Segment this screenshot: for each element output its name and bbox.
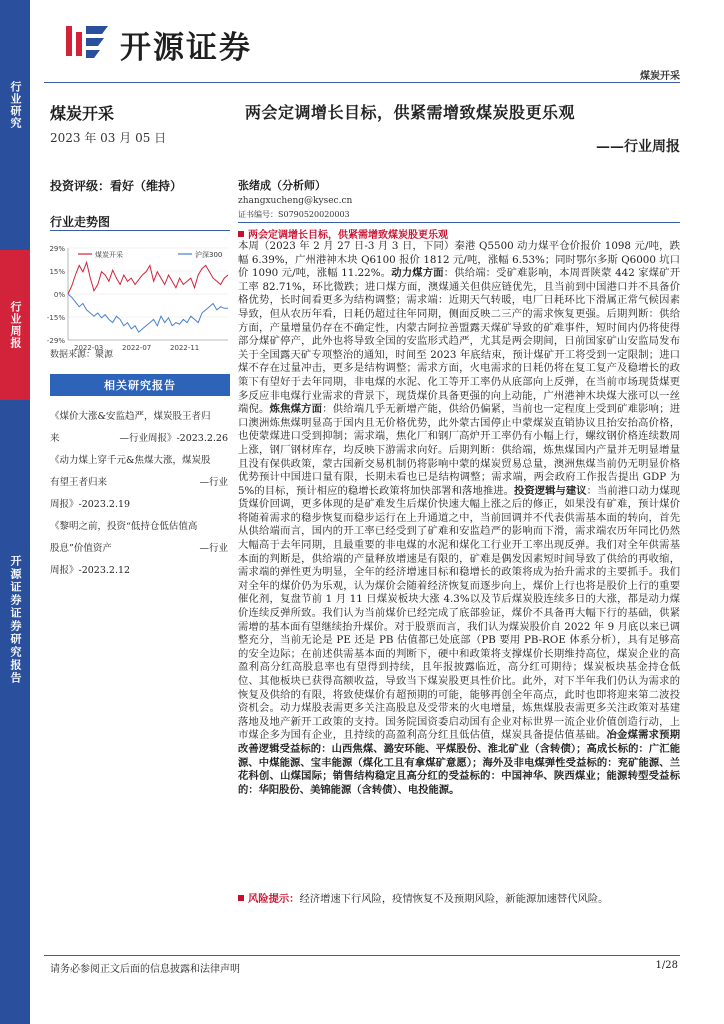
chart-xtick-label: 2022-07 bbox=[122, 344, 152, 352]
body-para-coking: ：供给端几乎无新增产能，供给仍偏紧，当前也一定程度上受到矿难影响；进口澳洲炼焦煤明显高于国内且无价格优势，此外蒙古国停止中蒙煤炭直销协议且抬安抬高价格，也使蒙煤进口受到抑制；需求端，焦化厂和钢厂高炉开工率仍有小幅上行，螺纹钢价格连续数周上涨，钢厂钢材库存，均反映下游需求向好。后期判断：供给端，炼焦煤国内产量并无明显增量且没有保供政策，蒙古国新交易机制仍将影响中蒙的煤炭贸易总量，澳洲焦煤当前仍无明显价格优势预计中国进口量有限，长期未看也已是结构调整；需求端，两会政府工作报告提出 GDP 为 5%的目标，预计相应的稳增长政策将加快部署和落地推进。 bbox=[238, 403, 681, 497]
report-date-line: 周报》-2023.2.19 bbox=[50, 499, 131, 510]
related-reports-list bbox=[50, 406, 228, 582]
report-tail: —行业 bbox=[199, 477, 228, 488]
chart-series-line bbox=[68, 262, 228, 294]
report-title-line: 《动力煤上穿千元&焦煤大涨，煤炭股 bbox=[50, 455, 211, 466]
chart-legend-label: 沪深300 bbox=[195, 251, 223, 259]
report-title-line: 股息”价值资产 bbox=[50, 543, 112, 554]
related-report-item[interactable] bbox=[50, 406, 228, 450]
bullet-square-icon bbox=[238, 895, 244, 901]
section-heading-text: 两会定调增长目标，供紧需增致煤炭股更乐观 bbox=[248, 230, 448, 241]
page-number: 1/28 bbox=[655, 960, 678, 971]
chart-legend-label: 煤炭开采 bbox=[95, 251, 123, 259]
report-title: 两会定调增长目标，供紧需增致煤炭股更乐观 bbox=[245, 103, 576, 122]
analyst-name: 张绪成（分析师） bbox=[238, 179, 326, 192]
side-label-weekly: 行业周报 bbox=[0, 250, 30, 400]
label-beneficiaries: 冶金煤需求预期改善逻辑受益标的 bbox=[238, 729, 681, 755]
related-report-item[interactable] bbox=[50, 450, 228, 516]
report-body bbox=[238, 240, 680, 797]
report-title-line: 来 bbox=[50, 433, 60, 444]
report-title-line: 有望王者归来 bbox=[50, 477, 108, 488]
chart-xtick-label: 2022-11 bbox=[170, 344, 200, 352]
report-tail: —行业 bbox=[199, 543, 228, 554]
chart-ytick-label: 29% bbox=[49, 245, 65, 253]
analyst-email[interactable]: zhangxucheng@kysec.cn bbox=[238, 196, 353, 206]
trend-divider bbox=[50, 230, 230, 231]
sector-name: 煤炭开采 bbox=[50, 104, 115, 123]
body-para-prices: 本周（2023 年 2 月 27 日-3 月 3 日，下同）秦港 Q5500 动力煤平仓价报价 1098 元/吨，跌幅 6.39%，广州港神木块 Q6100 报价 1812 元/吨，涨幅 6.53%；同时鄂尔多斯 Q6000 坑口价 1090 元/吨，涨幅 11.22%。 bbox=[238, 240, 680, 280]
risk-text: 经济增速下行风险，疫情恢复不及预期风险，新能源加速替代风险。 bbox=[299, 893, 609, 905]
certificate-number: 证书编号：S0790520020003 bbox=[238, 210, 350, 219]
chart-ytick-label: -29% bbox=[46, 337, 65, 345]
chart-xtick-label: 2022-03 bbox=[74, 344, 104, 352]
footer-divider bbox=[44, 955, 680, 956]
brand-name: 开源证券 bbox=[120, 30, 252, 66]
chart-source: 数据来源：聚源 bbox=[50, 350, 114, 360]
footer-disclaimer: 请务必参阅正文后面的信息披露和法律声明 bbox=[50, 964, 240, 975]
side-label-securities-report: 开源证券证券研究报告 bbox=[9, 555, 22, 685]
body-para-thermal: ：供给端：受矿难影响，本周晋陕蒙 442 家煤矿开工率 82.71%，环比微跌；进口煤方面，澳煤通关但供应链优先，且当前到中国港口并不具备价格优势，长时间看更多为结构调整；需求端：近期天气转暖，电厂日耗环比下滑属正常气候因素导致，但从农历年看，日耗仍超过往年同期，侧面反映二三产的需求恢复更强。后期判断：供给方面，产量增量仍存在不确定性，内蒙古阿拉善盟露天煤矿导致的矿难事件，短时间内仍将使得部分煤矿停产，此外也将导致全国的安监形式趋严，尤其是两会期间，日前国家矿山安监局发布关于全国露天矿专项整治的通知，时间至 2023 年底结束，预计煤矿开工将受到一定限制；进口煤不存在过量冲击，更多是结构调整；需求方面，火电需求的日耗仍将在复工复产及稳增长的政策下有望好于去年同期，非电煤的水泥、化工等开工率仍从底部向上反弹，在当前市场现货煤更多反应非电煤行业需求的背景下，现货煤价具备更强的向上动能，广州港神木块煤大涨可以一丝端倪。 bbox=[238, 267, 681, 416]
body-para-logic: ：当前港口动力煤现货煤价回调，更多体现的是矿难发生后煤价快速大幅上涨之后的修正，如果没有矿难，预计煤价将随着需求的稳步恢复而稳步运行在上升通道之中，当前回调并不代表供需基本面的转向，首先从供给端而言，国内的开工率已经受到了矿难和安监趋严的影响而下滑，需求端农历年同比仍然大幅高于去年同期，且最重要的非电煤的水泥和煤化工行业开工率出现反弹。我们对全年供需基本面的判断是，供给端的产量释放增速是有限的，矿难是偶发因素短时间导致了供给的再收缩，需求端的弹性更为明显，全年的经济增速目标和稳增长的政策将成为抬升需求的主要抓手。我们对全年的煤价仍为乐观，认为煤价会随着经济恢复而逐步向上，煤价上行也将是股价上行的重要催化剂，复盘节前 1 月 11 日煤炭板块大涨 4.3%以及节后煤炭股连续多日的大涨，都是动力煤价连续反弹所致。我们认为当前煤价已经完成了底部验证，煤价不具备再大幅下行的基础，供紧需增的基本面有望继续抬升煤价。对于股票而言，我们认为煤炭股价自 2022 年 9 月底以来已调整充分，当前无论是 PE 还是 PB 估值都已处底部（PB 要用 PB-ROE 体系分析），具有足够高的安全边际；在前述供需基本面的判断下，硬中和政策将支撑煤价长期维持高位，煤炭企业的高盈利高分红高股息率也有望得到持续，且年报披露临近，高分红可期待；煤炭板块基金持仓低位、其他板块已获得高额收益，导致当下煤炭股更具性价比。此外，对下半年我们仍认为需求的恢复及供给的有限，将致使煤价有超预期的可能，能够再创全年高点，此时也即将迎来第二波投资机会。动力煤股表需更多关注高股息及受带来的火电增量，炼焦煤股表需更多关注政策对基建落地及地产新开工政策的支持。国务院国资委启动国有企业对标世界一流企业价值创造行动，上市煤企多为国有企业，且持续的高盈利高分红且低估值，煤炭具备提估值基础。 bbox=[238, 484, 681, 742]
side-label-industry-research: 行业研究 bbox=[9, 81, 22, 129]
report-tail: —行业周报》-2023.2.26 bbox=[119, 433, 228, 444]
main-divider bbox=[238, 222, 680, 223]
trend-chart-title: 行业走势图 bbox=[50, 215, 111, 229]
report-date: 2023 年 03 月 05 日 bbox=[50, 131, 167, 145]
chart-series-line bbox=[68, 294, 228, 332]
report-subtitle: ——行业周报 bbox=[596, 139, 680, 155]
beneficiary-stocks: ：山西焦煤、潞安环能、平煤股份、淮北矿业（含转债）；高成长标的：广汇能源、中煤能源、宝丰能源（煤化工且有拿煤矿意愿）；海外及非电煤弹性受益标的：兖矿能源、兰花科创、山煤国际；销售结构稳定且高分红的受益标的：中国神华、陕西煤业；能源转型受益标的：华阳股份、美锦能源（含转债）、电投能源。 bbox=[238, 742, 680, 796]
bullet-square-icon bbox=[238, 231, 244, 237]
label-investment-logic: 投资逻辑与建议 bbox=[513, 484, 587, 497]
header-sector-tag: 煤炭开采 bbox=[640, 71, 680, 82]
header-divider bbox=[44, 82, 680, 83]
related-reports-header: 相关研究报告 bbox=[50, 374, 230, 396]
report-title-line: 《煤价大涨&安监趋严，煤炭股王者归 bbox=[50, 411, 211, 422]
risk-label: 风险提示： bbox=[248, 893, 300, 905]
chart-ytick-label: -15% bbox=[46, 314, 65, 322]
risk-warning bbox=[238, 893, 680, 906]
side-stripe bbox=[0, 0, 30, 1024]
related-report-item[interactable] bbox=[50, 516, 228, 582]
investment-rating: 投资评级：看好（维持） bbox=[50, 179, 183, 193]
chart-ytick-label: 0% bbox=[53, 291, 65, 299]
report-date-line: 周报》-2023.2.12 bbox=[50, 565, 131, 576]
section-heading bbox=[238, 226, 448, 241]
report-title-line: 《黎明之前，投资“低持仓低估值高 bbox=[50, 521, 198, 532]
kaiyuan-logo-icon bbox=[64, 22, 110, 62]
label-coking-coal: 炼焦煤方面 bbox=[269, 403, 323, 416]
chart-ytick-label: 15% bbox=[49, 268, 65, 276]
label-thermal-coal: 动力煤方面 bbox=[391, 267, 444, 280]
